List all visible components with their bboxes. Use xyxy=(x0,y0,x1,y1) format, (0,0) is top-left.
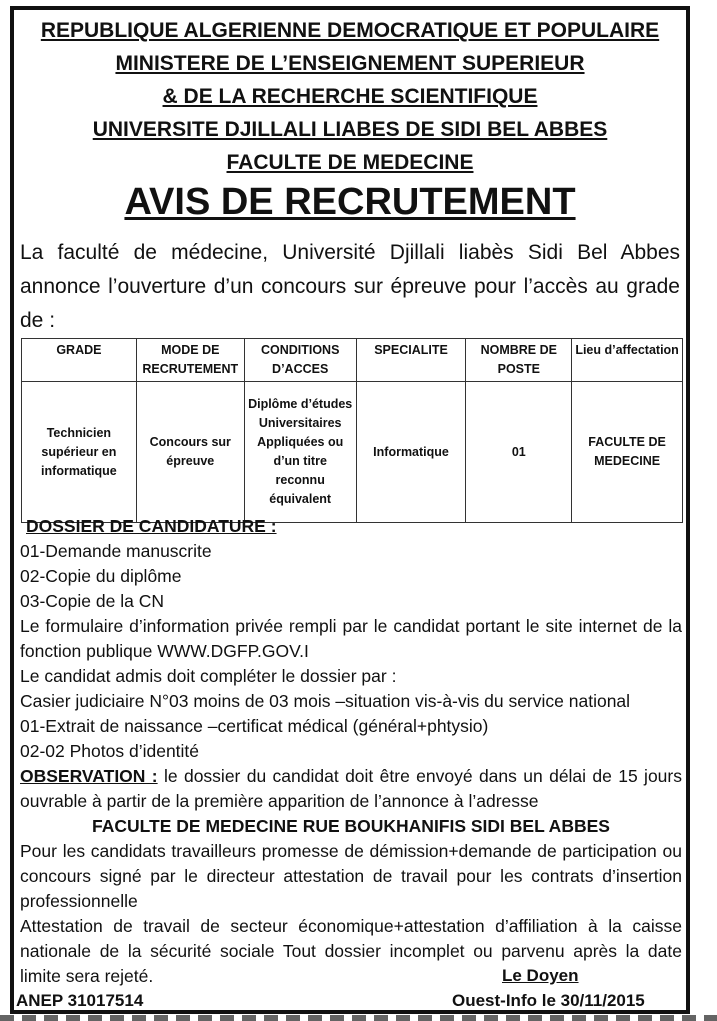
header-faculty: FACULTE DE MEDECINE xyxy=(226,151,474,174)
casier-text: Casier judiciaire N°03 moins de 03 mois –situation vis-à-vis du service national xyxy=(20,691,631,711)
observation-text: le dossier du candidat doit être envoyé dans un délai de 15 jours ouvrable à partir de la première apparition de l’annonce à l’adresse xyxy=(20,766,682,811)
table-header-row xyxy=(22,339,683,382)
header-research: & DE LA RECHERCHE SCIENTIFIQUE xyxy=(162,85,538,108)
admis-text: Le candidat admis doit compléter le dossier par : xyxy=(20,666,397,686)
observation-paragraph xyxy=(20,764,682,814)
page-cut-edge xyxy=(0,1015,717,1021)
address-text: FACULTE DE MEDECINE RUE BOUKHANIFIS SIDI BEL ABBES xyxy=(92,816,610,836)
positions-table xyxy=(21,338,683,523)
column-header: SPECIALITE xyxy=(356,339,466,382)
header-republic: REPUBLIQUE ALGERIENNE DEMOCRATIQUE ET POPULAIRE xyxy=(40,19,660,42)
column-header: MODE DE RECRUTEMENT xyxy=(136,339,244,382)
cell-grade: Technicien supérieur en informatique xyxy=(22,382,137,523)
dossier-item: 03-Copie de la CN xyxy=(20,591,164,611)
extrait-text: 01-Extrait de naissance –certificat médical (général+phtysio) xyxy=(20,716,489,736)
dossier-item: 02-Copie du diplôme xyxy=(20,566,182,586)
notice-body xyxy=(20,514,682,989)
formulaire-text: Le formulaire d’information privée rempli par le candidat portant le site internet de la fonction publique WWW.DGFP.GOV.I xyxy=(20,616,682,661)
cell-specialite: Informatique xyxy=(356,382,466,523)
header-ministry: MINISTERE DE L’ENSEIGNEMENT SUPERIEUR xyxy=(115,52,585,75)
attestation-text: Attestation de travail de secteur économique+attestation d’affiliation à la caisse nationale de la sécurité sociale Tout dossier incomplet ou parvenu après la date limite sera rejeté. xyxy=(20,916,682,986)
table-row xyxy=(22,382,683,523)
cell-conditions: Diplôme d’études Universitaires Appliquées ou d’un titre reconnu équivalent xyxy=(244,382,356,523)
cell-nombre: 01 xyxy=(466,382,572,523)
header-university: UNIVERSITE DJILLALI LIABES DE SIDI BEL ABBES xyxy=(92,118,608,141)
dossier-heading: DOSSIER DE CANDIDATURE : xyxy=(26,516,277,536)
signature-doyen: Le Doyen xyxy=(502,966,579,985)
intro-paragraph: La faculté de médecine, Université Djillali liabès Sidi Bel Abbes annonce l’ouverture d’un concours sur épreuve pour l’accès au grade de : xyxy=(20,241,680,332)
column-header: CONDITIONS D’ACCES xyxy=(244,339,356,382)
cell-lieu: FACULTE DE MEDECINE xyxy=(572,382,683,523)
column-header: Lieu d’affectation xyxy=(572,339,683,382)
travailleurs-text: Pour les candidats travailleurs promesse de démission+demande de participation ou concours signé par le directeur attestation de travail pour les contrats d’insertion professionnelle xyxy=(20,841,682,911)
source-reference: Ouest-Info le 30/11/2015 xyxy=(452,991,645,1010)
notice-title: AVIS DE RECRUTEMENT xyxy=(124,181,576,223)
observation-label: OBSERVATION : xyxy=(20,766,158,786)
column-header: GRADE xyxy=(22,339,137,382)
photos-text: 02-02 Photos d’identité xyxy=(20,741,200,761)
dossier-item: 01-Demande manuscrite xyxy=(20,541,212,561)
column-header: NOMBRE DE POSTE xyxy=(466,339,572,382)
cell-mode: Concours sur épreuve xyxy=(136,382,244,523)
anep-reference: ANEP 31017514 xyxy=(16,991,144,1010)
